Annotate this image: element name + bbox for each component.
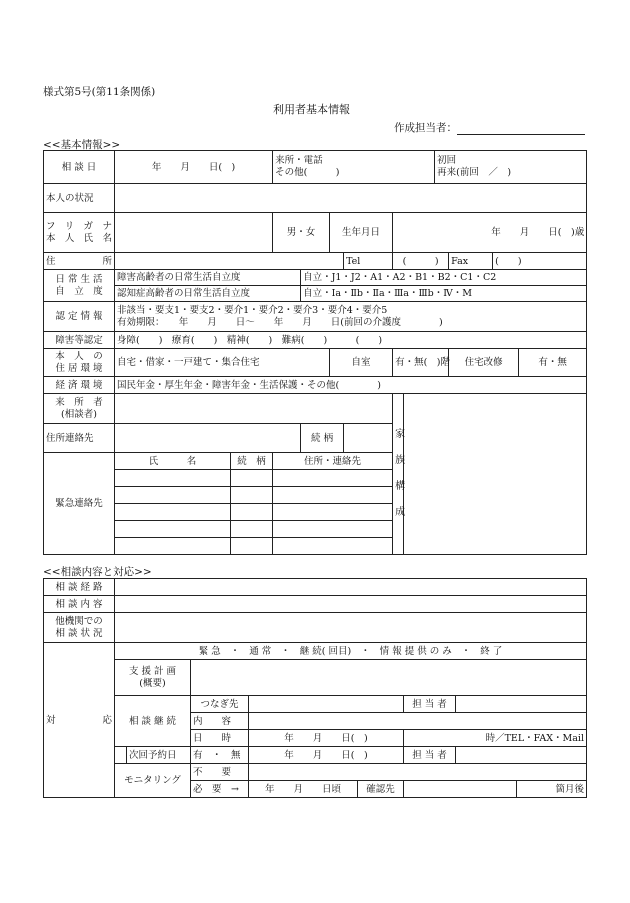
datetime-contact[interactable]: 時／TEL・FAX・Mail (404, 730, 587, 747)
adl-row-1 (44, 270, 587, 286)
next-appt-staff-label: 担 当 者 (404, 747, 456, 764)
datetime-label: 日 時 (191, 730, 249, 747)
support-plan-row (44, 660, 587, 696)
author-label: 作成担当者： (394, 122, 457, 134)
consult-date-field[interactable]: 年 月 日( ) (115, 151, 273, 184)
monitoring-necessary[interactable]: 必 要 → (191, 781, 249, 798)
page-title: 利用者基本情報 (273, 103, 350, 116)
certification-label: 認 定 情 報 (44, 302, 115, 332)
support-plan-field[interactable] (191, 660, 587, 696)
tel-field[interactable]: ( ) (393, 253, 449, 270)
monitoring-date[interactable]: 年 月 日頃 (249, 781, 358, 798)
emergency-relation[interactable] (231, 487, 273, 504)
status-field[interactable] (115, 184, 587, 213)
renovation-label: 住宅改修 (449, 349, 519, 377)
economic-row (44, 377, 587, 394)
content-field[interactable] (115, 596, 587, 613)
staff-label: 担 当 者 (404, 696, 456, 713)
monitoring-blank (249, 764, 587, 781)
route-label: 相 談 経 路 (44, 579, 115, 596)
emergency-relation[interactable] (231, 538, 273, 555)
economic-field[interactable]: 国民年金・厚生年金・障害年金・生活保護・その他( ) (115, 377, 587, 394)
emergency-relation[interactable] (231, 470, 273, 487)
monitoring-unnecessary[interactable]: 不 要 (191, 764, 249, 781)
address-contact-label: 住所連絡先 (44, 424, 115, 453)
emergency-name-header: 氏 名 (115, 453, 231, 470)
address-label: 住 所 (44, 253, 115, 270)
emergency-address[interactable] (273, 521, 393, 538)
datetime-date[interactable]: 年 月 日( ) (249, 730, 404, 747)
continue-label: 相 談 継 続 (115, 696, 191, 747)
certification-row (44, 302, 587, 332)
monitoring-label: モニタリング (115, 764, 191, 798)
continue-content-field[interactable] (249, 713, 587, 730)
connect-field[interactable] (249, 696, 404, 713)
name-field[interactable] (115, 213, 273, 253)
fax-label: Fax (449, 253, 493, 270)
emergency-relation[interactable] (231, 504, 273, 521)
name-row (44, 213, 587, 253)
consult-section-title: <<相談内容と対応>> (43, 566, 152, 578)
birth-field[interactable]: 年 月 日( )歳 (393, 213, 587, 253)
other-org-row (44, 613, 587, 643)
housing-field[interactable]: 自宅・借家・一戸建て・集合住宅 (115, 349, 330, 377)
economic-label: 経 済 環 境 (44, 377, 115, 394)
content-row (44, 596, 587, 613)
visitor-field[interactable] (115, 394, 393, 424)
support-plan-label: 支 援 計 画 (概要) (115, 660, 191, 696)
tel-label: Tel (344, 253, 393, 270)
emergency-address[interactable] (273, 487, 393, 504)
emergency-label: 緊急連絡先 (44, 453, 115, 555)
content-label: 相 談 内 容 (44, 596, 115, 613)
visitor-row (44, 394, 587, 424)
emergency-address[interactable] (273, 504, 393, 521)
disabled-adl-levels[interactable]: 自立・J1・J2・A1・A2・B1・B2・C1・C2 (301, 270, 587, 286)
name-label: フリガナ 本人氏名 (44, 213, 115, 253)
birth-label: 生年月日 (330, 213, 393, 253)
address-contact-field[interactable] (115, 424, 301, 453)
floor-field[interactable]: 有・無( )階 (393, 349, 449, 377)
months-after[interactable]: 箇月後 (517, 781, 587, 798)
emergency-name[interactable] (115, 504, 231, 521)
adl-row-2 (44, 286, 587, 302)
first-or-revisit[interactable]: 初回 再来(前回 ／ ) (435, 151, 587, 184)
status-row (44, 184, 587, 213)
route-row (44, 579, 587, 596)
basic-section-title: <<基本情報>> (43, 139, 121, 151)
other-org-label: 他機関での 相 談 状 況 (44, 613, 115, 643)
disability-label: 障害等認定 (44, 332, 115, 349)
status-label: 本人の状況 (44, 184, 115, 213)
fax-field[interactable]: ( ) (493, 253, 587, 270)
emergency-address[interactable] (273, 470, 393, 487)
emergency-name[interactable] (115, 538, 231, 555)
adl-label: 日 常 生 活 自 立 度 (44, 270, 115, 302)
disability-field[interactable]: 身障( ) 療育( ) 精神( ) 難病( ) ( ) (115, 332, 587, 349)
next-appt-label: 次回予約日 (127, 747, 191, 764)
response-label: 対 応 (44, 643, 115, 798)
monitoring-row-1 (44, 764, 587, 781)
living-row (44, 349, 587, 377)
emergency-name[interactable] (115, 487, 231, 504)
emergency-address-header: 住所・連絡先 (273, 453, 393, 470)
address-field[interactable] (115, 253, 344, 270)
visit-method[interactable]: 来所・電話 その他( ) (273, 151, 435, 184)
gender-field[interactable]: 男・女 (273, 213, 330, 253)
next-appt-staff-field[interactable] (456, 747, 587, 764)
emergency-relation[interactable] (231, 521, 273, 538)
response-options-row (44, 643, 587, 660)
visitor-label: 来 所 者 (相談者) (44, 394, 115, 424)
next-appt-date[interactable]: 年 月 日( ) (249, 747, 404, 764)
connect-label: つなぎ先 (191, 696, 249, 713)
emergency-name[interactable] (115, 470, 231, 487)
basic-info-table (43, 150, 587, 555)
consult-date-label: 相 談 日 (44, 151, 115, 184)
author-field[interactable] (394, 120, 585, 135)
author-line (457, 123, 585, 135)
continue-content-label: 内 容 (191, 713, 249, 730)
other-org-field[interactable] (115, 613, 587, 643)
connect-row (44, 696, 587, 713)
consult-date-row (44, 151, 587, 184)
family-field[interactable] (404, 394, 587, 555)
dementia-adl-label: 認知症高齢者の日常生活自立度 (115, 286, 301, 302)
next-appt-row (44, 747, 587, 764)
confirm-label: 確認先 (358, 781, 404, 798)
disabled-adl-label: 障害高齢者の日常生活自立度 (115, 270, 301, 286)
emergency-name[interactable] (115, 521, 231, 538)
address-row (44, 253, 587, 270)
own-room-label: 自室 (330, 349, 393, 377)
emergency-address[interactable] (273, 538, 393, 555)
dementia-adl-levels[interactable]: 自立・Ⅰa・Ⅱb・Ⅱa・Ⅲa・Ⅲb・Ⅳ・M (301, 286, 587, 302)
response-options[interactable]: 緊 急 ・ 通 常 ・ 継 続( 回目) ・ 情 報 提 供 の み ・ 終 了 (115, 643, 587, 660)
route-field[interactable] (115, 579, 587, 596)
disability-row (44, 332, 587, 349)
relation-label: 続 柄 (301, 424, 344, 453)
staff-field[interactable] (456, 696, 587, 713)
family-label: 家 族 構 成 (393, 394, 404, 555)
relation-field[interactable] (344, 424, 393, 453)
living-label: 本 人 の 住 居 環 境 (44, 349, 115, 377)
next-appt-yesno[interactable]: 有 ・ 無 (191, 747, 249, 764)
form-number: 様式第5号(第11条関係) (43, 86, 156, 98)
certification-field[interactable]: 非該当・要支1・要支2・要介1・要介2・要介3・要介4・要介5 有効期限： 年 月 日～ 年 月 日(前回の介護度 ) (115, 302, 587, 332)
confirm-field[interactable] (404, 781, 517, 798)
renovation-field[interactable]: 有・無 (519, 349, 587, 377)
emergency-relation-header: 続 柄 (231, 453, 273, 470)
consult-table (43, 578, 587, 798)
